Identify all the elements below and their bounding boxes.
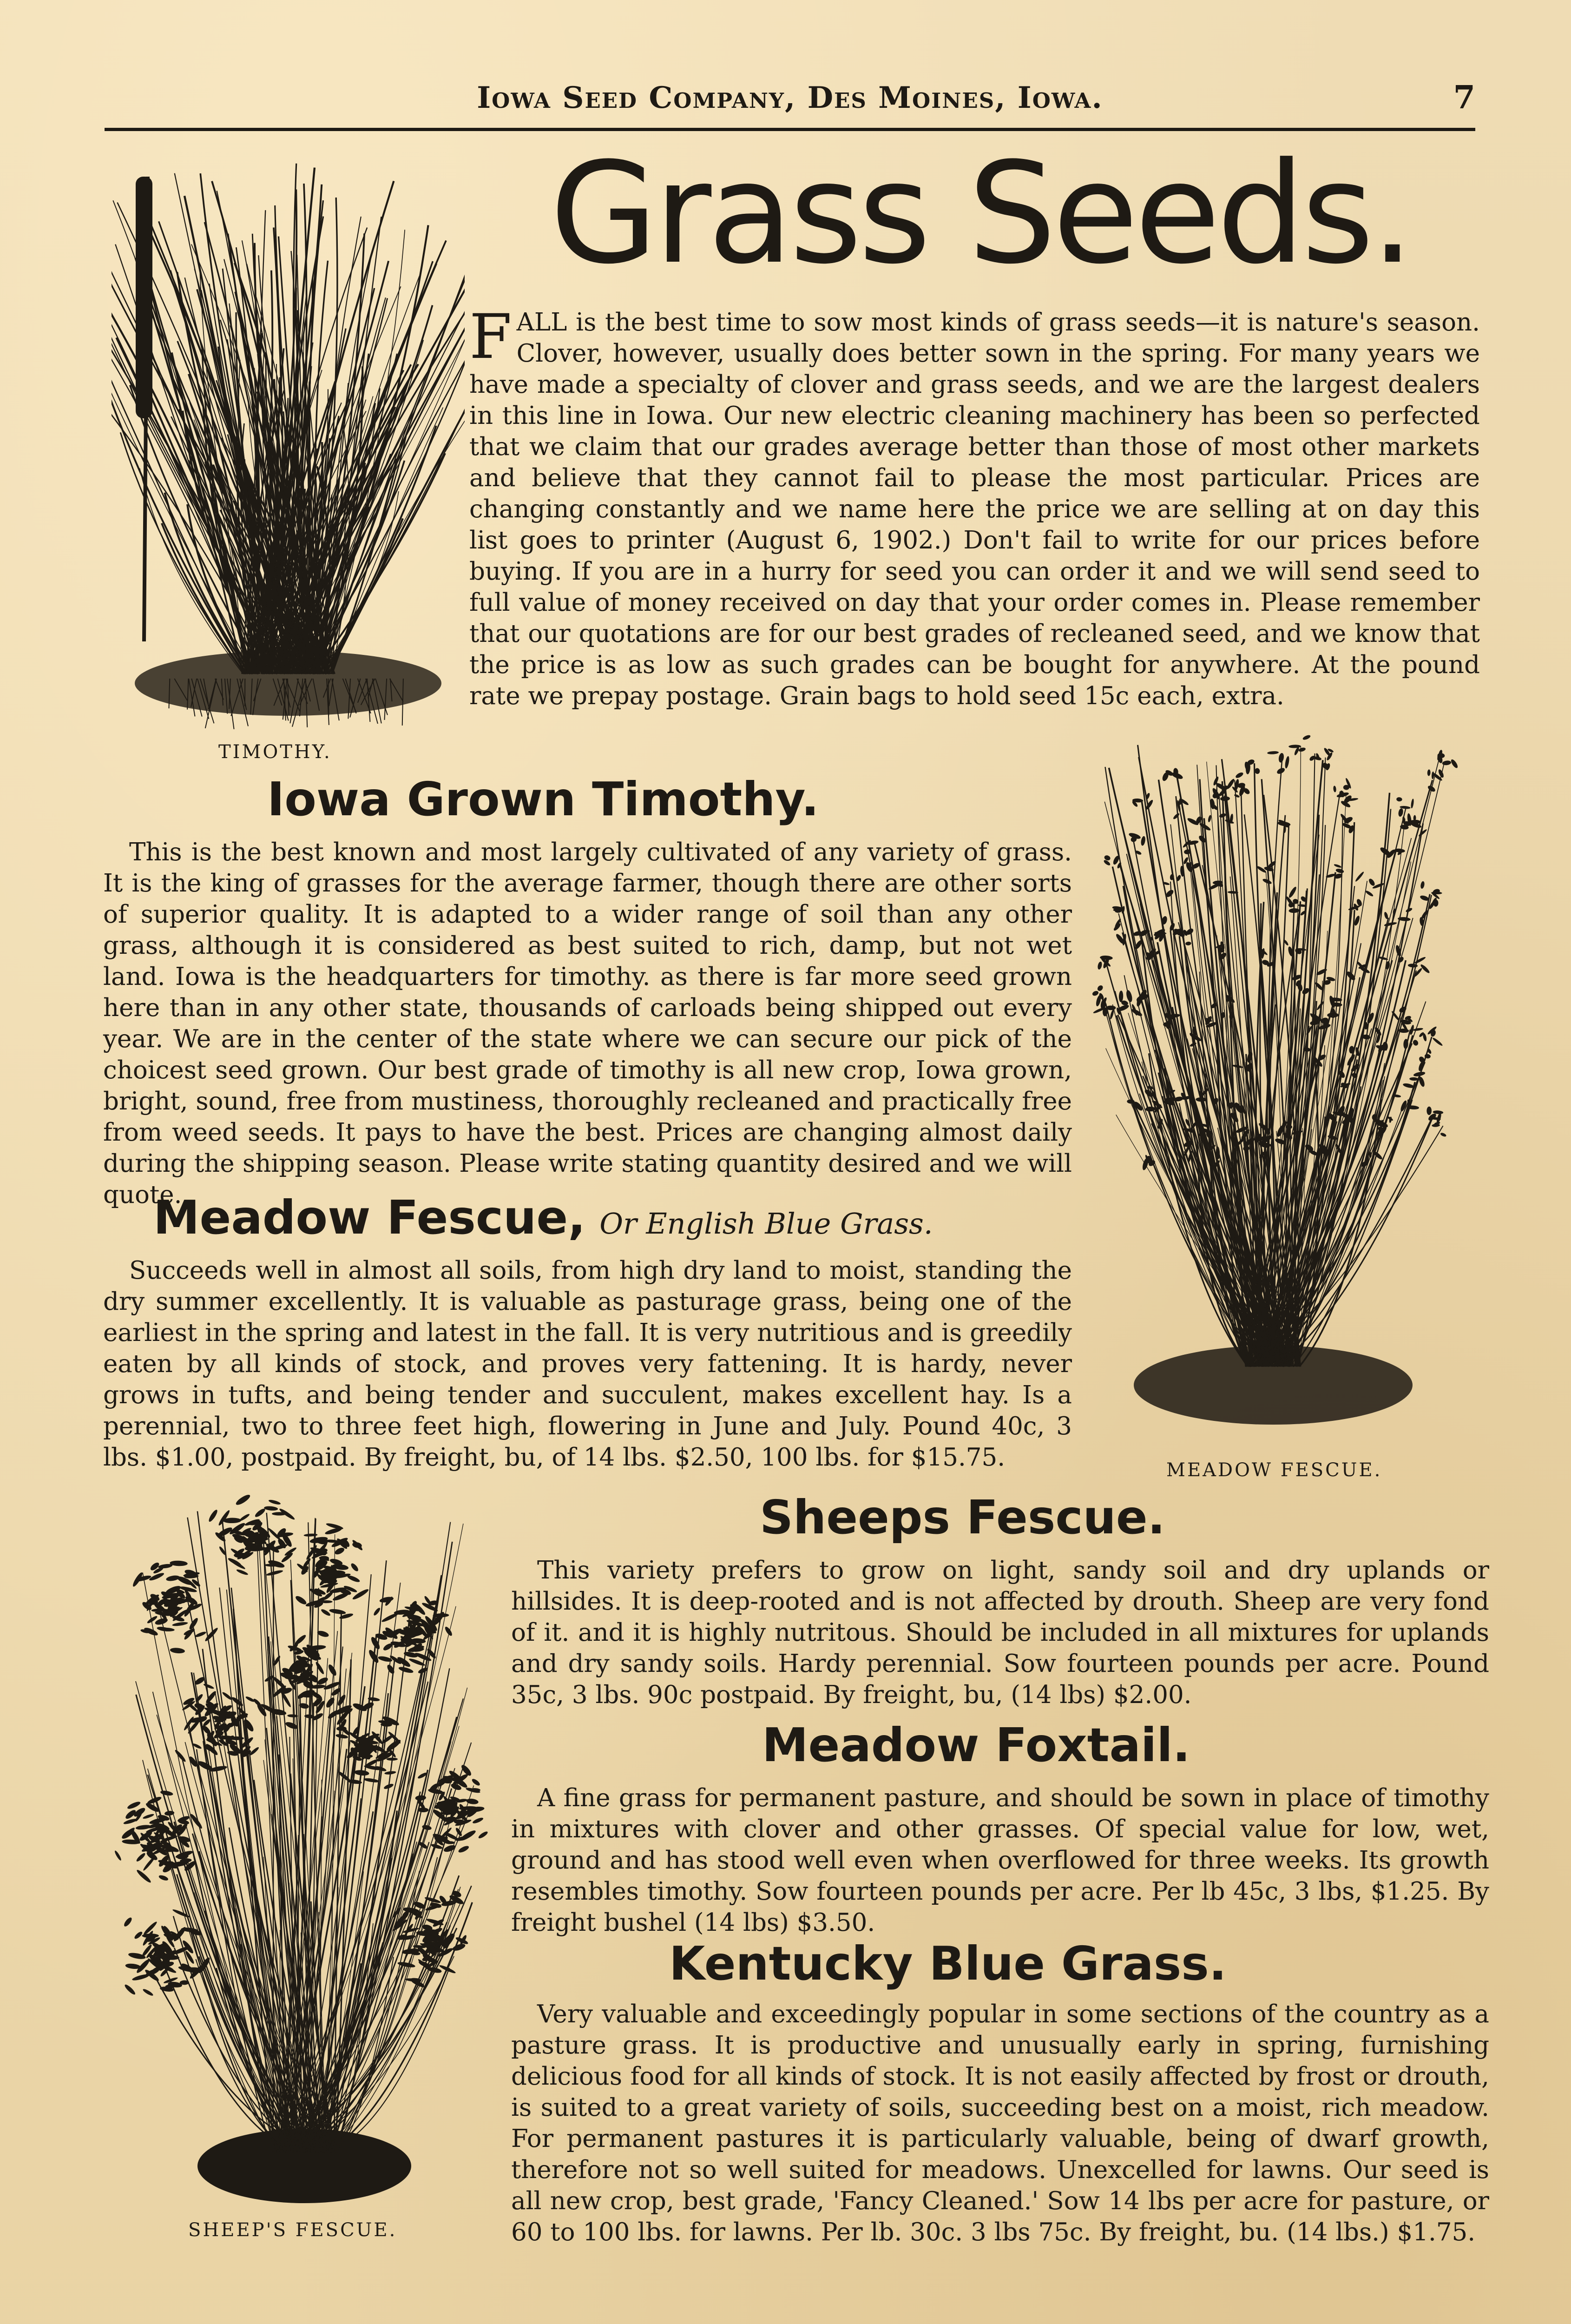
page-number: 7 xyxy=(1453,79,1475,116)
section-subtitle-meadow-fescue: Or English Blue Grass. xyxy=(599,1207,933,1241)
page-header xyxy=(105,77,1475,131)
intro-dropcap: F xyxy=(469,301,512,373)
section-title-timothy xyxy=(267,772,819,826)
caption-timothy: TIMOTHY. xyxy=(218,741,332,763)
main-title: Grass Seeds. xyxy=(550,132,1411,295)
header-title: Iowa Seed Company, Des Moines, Iowa. xyxy=(477,80,1103,115)
caption-sheeps-fescue: SHEEP'S FESCUE. xyxy=(188,2219,397,2241)
section-body-meadow-foxtail xyxy=(511,1783,1489,1938)
section-body-kentucky-blue-grass xyxy=(511,1999,1489,2248)
section-title-meadow-foxtail-text: Meadow Foxtail. xyxy=(762,1718,1190,1772)
section-title-timothy-text: Iowa Grown Timothy. xyxy=(267,772,819,826)
section-title-meadow-fescue xyxy=(153,1190,933,1245)
section-title-kentucky-blue-grass xyxy=(669,1936,1227,1991)
meadow-fescue-icon xyxy=(1083,725,1464,1446)
section-body-meadow-fescue xyxy=(103,1255,1072,1473)
intro-paragraph xyxy=(469,301,1480,712)
section-body-sheeps-fescue xyxy=(511,1555,1489,1710)
section-title-kentucky-blue-grass-text: Kentucky Blue Grass. xyxy=(669,1936,1227,1991)
section-title-sheeps-fescue xyxy=(760,1490,1165,1545)
section-body-timothy xyxy=(103,837,1072,1210)
intro-text: ALL is the best time to sow most kinds of grass seeds—it is nature's season. Clover, however, usually does better sown in the spring. For many years we have made a specialty of clover and grass seeds, and we are the largest dealers in this line in Iowa. Our new electric cleaning machinery has been so perfected that we claim that our grades average better than those of most other markets and believe that they cannot fail to please the most particular. Prices are changing constantly and we name here the price we are selling at on day this list goes to printer (August 6, 1902.) Don't fail to write for our prices before buying. If you are in a hurry for seed you can order it and we will send seed to full value of money received on day that your order comes in. Please remember that our quotations are for our best grades of recleaned seed, and we know that the price is as low as such grades can be bought for anywhere. At the pound rate we prepay postage. Grain bags to hold seed 15c each, extra. xyxy=(469,308,1480,710)
section-title-meadow-fescue-text: Meadow Fescue, xyxy=(153,1190,586,1245)
timothy-grass-icon xyxy=(112,149,465,734)
section-body-timothy-text: This is the best known and most largely cultivated of any variety of grass. It is the king of grasses for the average farmer, though there are other sorts of superior quality. It is adapted to a wider range of soil than any other grass, although it is considered as best suited to rich, damp, but not wet land. Iowa is the headquarters for timothy. as there is far more seed grown here than in any other state, thousands of carloads being shipped out every year. We are in the center of the state where we can secure our pick of the choicest seed grown. Our best grade of timothy is all new crop, Iowa grown, bright, sound, free from mustiness, thoroughly recleaned and practically free from weed seeds. It pays to have the best. Prices are changing almost daily during the shipping season. Please write stating quantity desired and we will quote. xyxy=(103,838,1072,1209)
caption-meadow-fescue: MEADOW FESCUE. xyxy=(1166,1459,1382,1481)
section-body-meadow-foxtail-text: A fine grass for permanent pasture, and should be sown in place of timothy in mixtures with clover and other grasses. Of special value for low, wet, ground and has stood well even when overflowed for three weeks. Its growth resembles timothy. Sow fourteen pounds per acre. Per lb 45c, 3 lbs, $1.25. By freight bushel (14 lbs) $3.50. xyxy=(511,1784,1489,1937)
section-body-kentucky-blue-grass-text: Very valuable and exceedingly popular in some sections of the country as a pasture grass. It is productive and unusually early in spring, furnishing delicious food for all kinds of stock. It is not easily affected by frost or drouth, is suited to a great variety of soils, succeeding best on a moist, rich meadow. For permanent pastures it is particularly valuable, being of dwarf growth, therefore not so well suited for meadows. Unexcelled for lawns. Our seed is all new crop, best grade, 'Fancy Cleaned.' Sow 14 lbs per acre for pasture, or 60 to 100 lbs. for lawns. Per lb. 30c. 3 lbs 75c. By freight, bu. (14 lbs.) $1.75. xyxy=(511,2000,1489,2246)
section-title-meadow-foxtail xyxy=(762,1718,1190,1772)
section-body-sheeps-fescue-text: This variety prefers to grow on light, sandy soil and dry uplands or hillsides. It is deep-rooted and is not affected by drouth. Sheep are very fond of it. and it is highly nutritous. Should be included in all mixtures for uplands and dry sandy soils. Hardy perennial. Sow fourteen pounds per acre. Pound 35c, 3 lbs. 90c postpaid. By freight, bu, (14 lbs) $2.00. xyxy=(511,1556,1489,1709)
sheeps-fescue-icon xyxy=(107,1483,502,2217)
section-body-meadow-fescue-text: Succeeds well in almost all soils, from high dry land to moist, standing the dry summer excellently. It is valuable as pasturage grass, being one of the earliest in the spring and latest in the fall. It is very nutritious and is greedily eaten by all kinds of stock, and proves very fattening. It is hardy, never grows in tufts, and being tender and succulent, makes excellent hay. Is a perennial, two to three feet high, flowering in June and July. Pound 40c, 3 lbs. $1.00, postpaid. By freight, bu, of 14 lbs. $2.50, 100 lbs. for $15.75. xyxy=(103,1256,1072,1472)
section-title-sheeps-fescue-text: Sheeps Fescue. xyxy=(760,1490,1165,1545)
